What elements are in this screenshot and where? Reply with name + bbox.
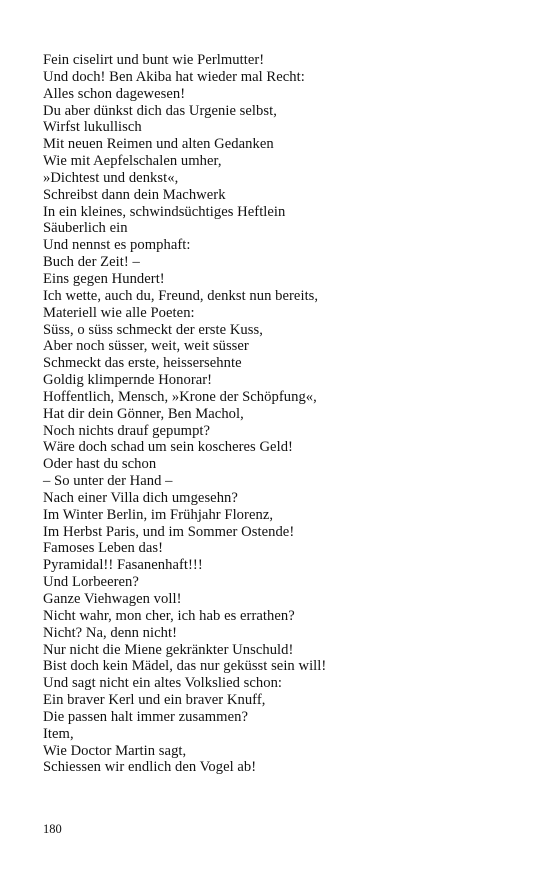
poem-line: Alles schon dagewesen! <box>43 85 186 102</box>
poem-line: Materiell wie alle Poeten: <box>43 304 195 321</box>
poem-line: Und sagt nicht ein altes Volkslied schon: <box>43 675 283 692</box>
poem-line: Eins gegen Hundert! <box>43 270 165 287</box>
poem-text <box>43 52 523 776</box>
poem-line: Wie mit Aepfelschalen umher, <box>43 153 222 170</box>
poem-line: Mit neuen Reimen und alten Gedanken <box>43 136 274 153</box>
poem-line: Ich wette, auch du, Freund, denkst nun bereits, <box>43 287 319 304</box>
poem-line: Goldig klimpernde Honorar! <box>43 372 213 389</box>
poem-line: Nicht wahr, mon cher, ich hab es errathen? <box>43 607 295 624</box>
poem-line: Wie Doctor Martin sagt, <box>43 742 187 759</box>
poem-line: Schiessen wir endlich den Vogel ab! <box>43 759 257 776</box>
poem-line: Schreibst dann dein Machwerk <box>43 186 226 203</box>
poem-line: Hoffentlich, Mensch, »Krone der Schöpfung«, <box>43 388 317 405</box>
poem-line: Wirfst lukullisch <box>43 119 142 136</box>
poem-line: Nicht? Na, denn nicht! <box>43 624 178 641</box>
poem-line: Ein braver Kerl und ein braver Knuff, <box>43 692 266 709</box>
poem-line: Schmeckt das erste, heissersehnte <box>43 355 242 372</box>
poem-line: Süss, o süss schmeckt der erste Kuss, <box>43 321 263 338</box>
poem-line: – So unter der Hand – <box>43 473 173 490</box>
poem-line: Noch nichts drauf gepumpt? <box>43 422 211 439</box>
poem-line: Aber noch süsser, weit, weit süsser <box>43 338 249 355</box>
poem-line: Fein ciselirt und bunt wie Perlmutter! <box>43 52 265 68</box>
poem-line: Bist doch kein Mädel, das nur geküsst sein will! <box>43 658 327 675</box>
poem-line: »Dichtest und denkst«, <box>43 169 179 186</box>
poem-line: Oder hast du schon <box>43 456 157 473</box>
poem-line: Pyramidal!! Fasanenhaft!!! <box>43 557 203 574</box>
poem-line: Hat dir dein Gönner, Ben Machol, <box>43 405 244 422</box>
poem-line: Und Lorbeeren? <box>43 574 139 591</box>
poem-line: Nach einer Villa dich umgesehn? <box>43 489 238 506</box>
poem-line: Im Herbst Paris, und im Sommer Ostende! <box>43 523 295 540</box>
poem-line: Und nennst es pomphaft: <box>43 237 191 254</box>
poem-line: Im Winter Berlin, im Frühjahr Florenz, <box>43 506 274 523</box>
poem-line: Buch der Zeit! – <box>43 254 140 271</box>
poem-line: In ein kleines, schwindsüchtiges Heftlein <box>43 203 286 220</box>
poem-line: Item, <box>43 725 74 742</box>
poem-line: Nur nicht die Miene gekränkter Unschuld! <box>43 641 294 658</box>
poem-line: Du aber dünkst dich das Urgenie selbst, <box>43 102 277 119</box>
poem-line: Wäre doch schad um sein koscheres Geld! <box>43 439 293 456</box>
poem-line: Und doch! Ben Akiba hat wieder mal Recht: <box>43 68 305 85</box>
poem-line: Die passen halt immer zusammen? <box>43 708 248 725</box>
poem-line: Säuberlich ein <box>43 220 128 237</box>
poem-line: Ganze Viehwagen voll! <box>43 591 182 607</box>
poem-line: Famoses Leben das! <box>43 540 164 557</box>
page-number: 180 <box>43 822 62 836</box>
